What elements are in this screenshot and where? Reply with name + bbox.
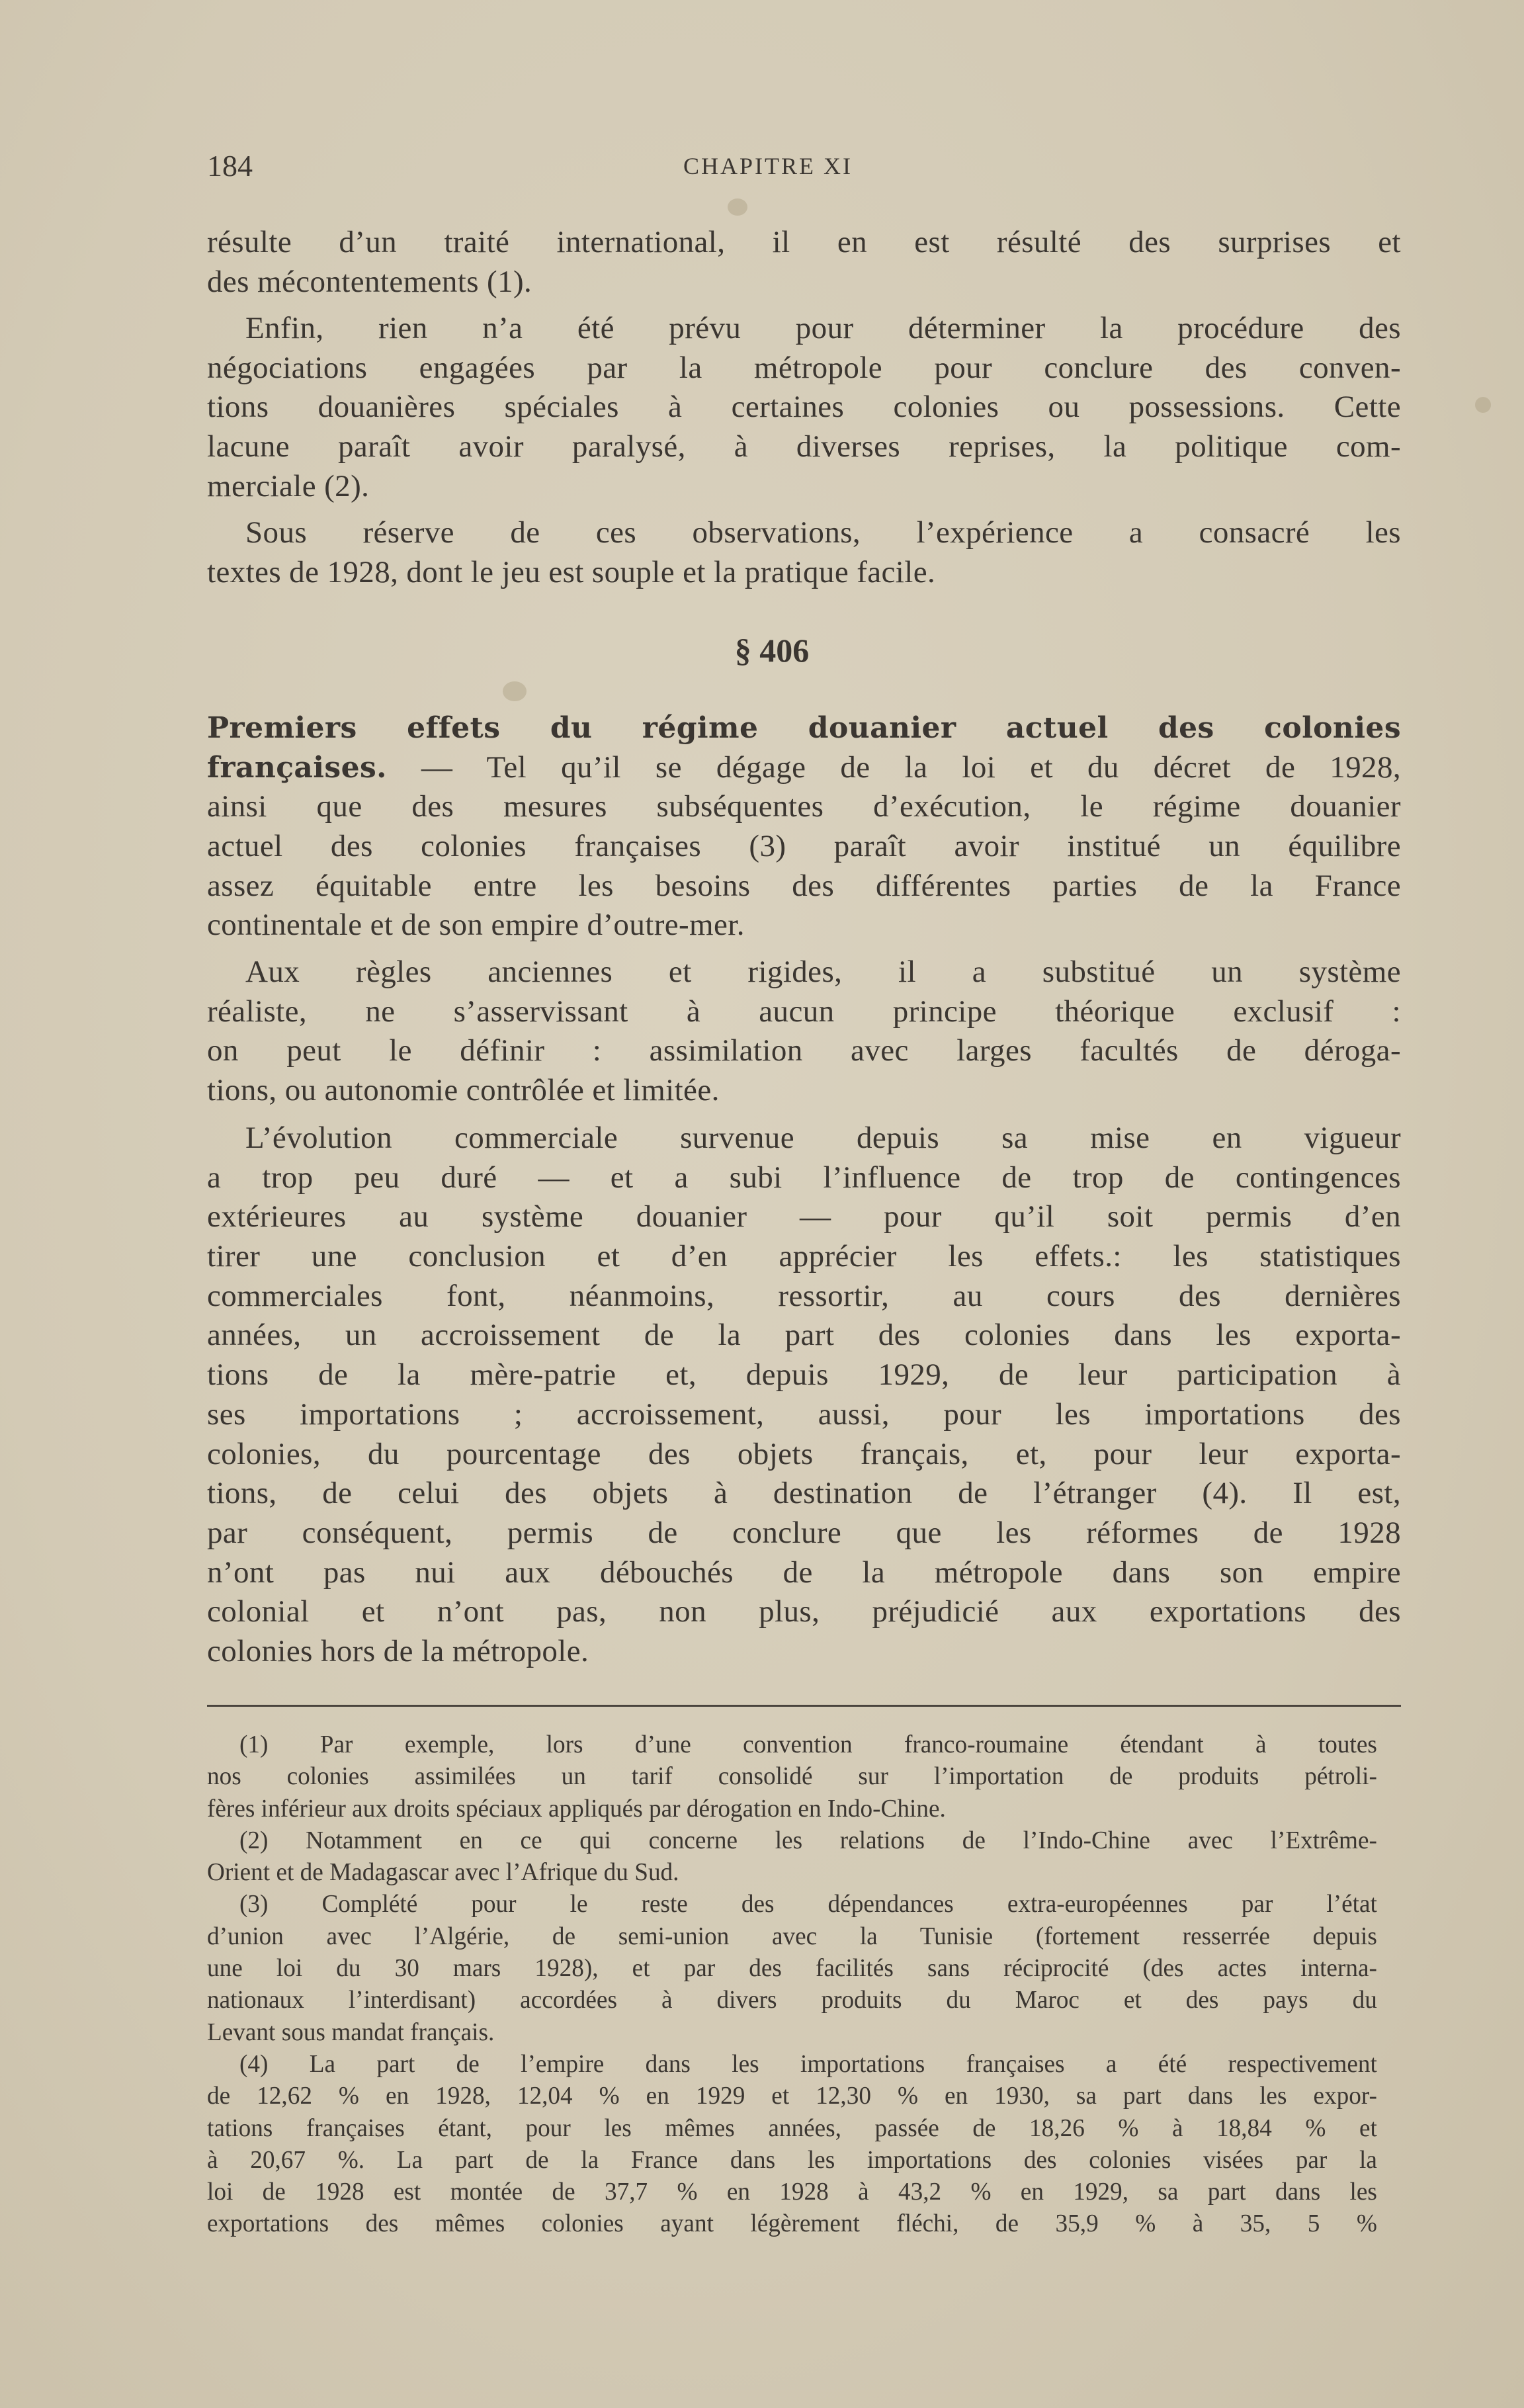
footnote-line: (2) Notamment en ce qui concerne les relations de l’Indo-Chine avec l’Extrême- xyxy=(239,1826,1377,1854)
footnote-line: tations françaises étant, pour les mêmes années, passée de 18,26 % à 18,84 % et xyxy=(207,2114,1377,2142)
paragraph xyxy=(207,953,1401,1111)
footnote-line: nos colonies assimilées un tarif consolidé sur l’importation de produits pétroli- xyxy=(207,1762,1377,1791)
footnote-line: nationaux l’interdisant) accordées à divers produits du Maroc et des pays du xyxy=(207,1986,1377,2014)
paragraph-line: colonies hors de la métropole. xyxy=(207,1633,589,1668)
section-heading: Premiers effets du régime douanier actuel des colonies xyxy=(207,711,1401,745)
paragraph-line: années, un accroissement de la part des colonies dans les exporta- xyxy=(207,1318,1401,1353)
paragraph xyxy=(207,223,1401,302)
paragraph-line: merciale (2). xyxy=(207,468,370,503)
section-number: § 406 xyxy=(734,632,810,669)
paper-stain xyxy=(1475,397,1491,413)
paragraph-line: lacune paraît avoir paralysé, à diverses reprises, la politique com- xyxy=(207,429,1401,464)
paragraph-line: tions, ou autonomie contrôlée et limitée. xyxy=(207,1073,720,1108)
paragraph-line: négociations engagées par la métropole pour conclure des conven- xyxy=(207,350,1401,385)
paragraph-line: tions de la mère-patrie et, depuis 1929, de leur participation à xyxy=(207,1357,1401,1393)
footnote-line: (4) La part de l’empire dans les importations françaises a été respectivement xyxy=(239,2049,1377,2078)
footnote-line: d’union avec l’Algérie, de semi-union avec la Tunisie (fortement resserrée depuis xyxy=(207,1922,1377,1950)
paragraph-line: ainsi que des mesures subséquentes d’exécution, le régime douanier xyxy=(207,789,1401,824)
paragraph-line: n’ont pas nui aux débouchés de la métropole dans son empire xyxy=(207,1555,1401,1590)
paragraph-line: tions, de celui des objets à destination de l’étranger (4). Il est, xyxy=(207,1476,1401,1511)
paragraph-line: on peut le définir : assimilation avec larges facultés de déroga- xyxy=(207,1033,1401,1068)
section-heading-end: françaises. xyxy=(207,750,387,785)
paragraph-line: assez équitable entre les besoins des différentes parties de la France xyxy=(207,868,1401,903)
paragraph-line: L’évolution commerciale survenue depuis sa mise en vigueur xyxy=(245,1121,1401,1155)
paragraph-line: Enfin, rien n’a été prévu pour déterminer la procédure des xyxy=(245,311,1401,345)
paragraph xyxy=(207,513,1401,592)
footnote-line: (3) Complété pour le reste des dépendances extra-européennes par l’état xyxy=(239,1890,1377,1918)
footnotes xyxy=(207,1729,1401,2240)
paragraph-line: ses importations ; accroissement, aussi, pour les importations des xyxy=(207,1397,1401,1432)
footnote-line: Orient et de Madagascar avec l’Afrique du Sud. xyxy=(207,1858,679,1887)
paragraph-line xyxy=(207,748,1401,788)
paragraph-line: commerciales font, néanmoins, ressortir, au cours des dernières xyxy=(207,1278,1401,1313)
footnote-line: (1) Par exemple, lors d’une convention franco-roumaine étendant à toutes xyxy=(239,1731,1377,1758)
page-number: 184 xyxy=(207,149,253,183)
paragraph-line: tions douanières spéciales à certaines colonies ou possessions. Cette xyxy=(207,390,1401,425)
section-heading-paragraph xyxy=(207,709,1401,945)
footnote-line: à 20,67 %. La part de la France dans les importations des colonies visées par la xyxy=(207,2145,1377,2174)
paper-stain xyxy=(503,681,527,701)
footnote-line: une loi du 30 mars 1928), et par des facilités sans réciprocité (des actes interna- xyxy=(207,1954,1377,1983)
footnote-line: loi de 1928 est montée de 37,7 % en 1928 à 43,2 % en 1929, sa part dans les xyxy=(207,2178,1377,2206)
footnote-divider xyxy=(207,1705,1401,1707)
paragraph-line: tirer une conclusion et d’en apprécier les effets.: les statistiques xyxy=(207,1239,1401,1274)
footnote-line: Levant sous mandat français. xyxy=(207,2018,495,2046)
paragraph xyxy=(207,309,1401,506)
paragraph-line: textes de 1928, dont le jeu est souple et la pratique facile. xyxy=(207,554,936,589)
paragraph-line: Sous réserve de ces observations, l’expérience a consacré les xyxy=(245,515,1401,550)
page-header xyxy=(207,146,1401,186)
paragraph-line: Aux règles anciennes et rigides, il a substitué un système xyxy=(245,955,1401,989)
paragraph-text: — Tel qu’il se dégage de la loi et du décret de 1928, xyxy=(386,750,1401,785)
paper-stain xyxy=(728,198,747,216)
paragraph-line: actuel des colonies françaises (3) paraît avoir institué un équilibre xyxy=(207,829,1401,864)
paragraph-line: par conséquent, permis de conclure que les réformes de 1928 xyxy=(207,1515,1401,1550)
footnote-line: de 12,62 % en 1928, 12,04 % en 1929 et 12,30 % en 1930, sa part dans les expor- xyxy=(207,2082,1377,2110)
paragraph-line: continentale et de son empire d’outre-mer. xyxy=(207,908,745,943)
paragraph-line: des mécontentements (1). xyxy=(207,264,532,299)
chapter-title: CHAPITRE XI xyxy=(683,153,853,179)
footnote-line: fères inférieur aux droits spéciaux appliqués par dérogation en Indo-Chine. xyxy=(207,1794,946,1823)
paragraph-line: extérieures au système douanier — pour qu’il soit permis d’en xyxy=(207,1199,1401,1234)
footnote-line: exportations des mêmes colonies ayant légèrement fléchi, de 35,9 % à 35, 5 % xyxy=(207,2210,1377,2238)
paragraph-line: a trop peu duré — et a subi l’influence de trop de contingences xyxy=(207,1160,1401,1195)
paragraph-line: résulte d’un traité international, il en est résulté des surprises et xyxy=(207,225,1401,259)
paragraph-line: colonial et n’ont pas, non plus, préjudicié aux exportations des xyxy=(207,1594,1401,1629)
paragraph-line: réaliste, ne s’asservissant à aucun principe théorique exclusif : xyxy=(207,994,1401,1029)
paragraph-line: colonies, du pourcentage des objets français, et, pour leur exporta- xyxy=(207,1436,1401,1471)
paragraph xyxy=(207,1119,1401,1672)
